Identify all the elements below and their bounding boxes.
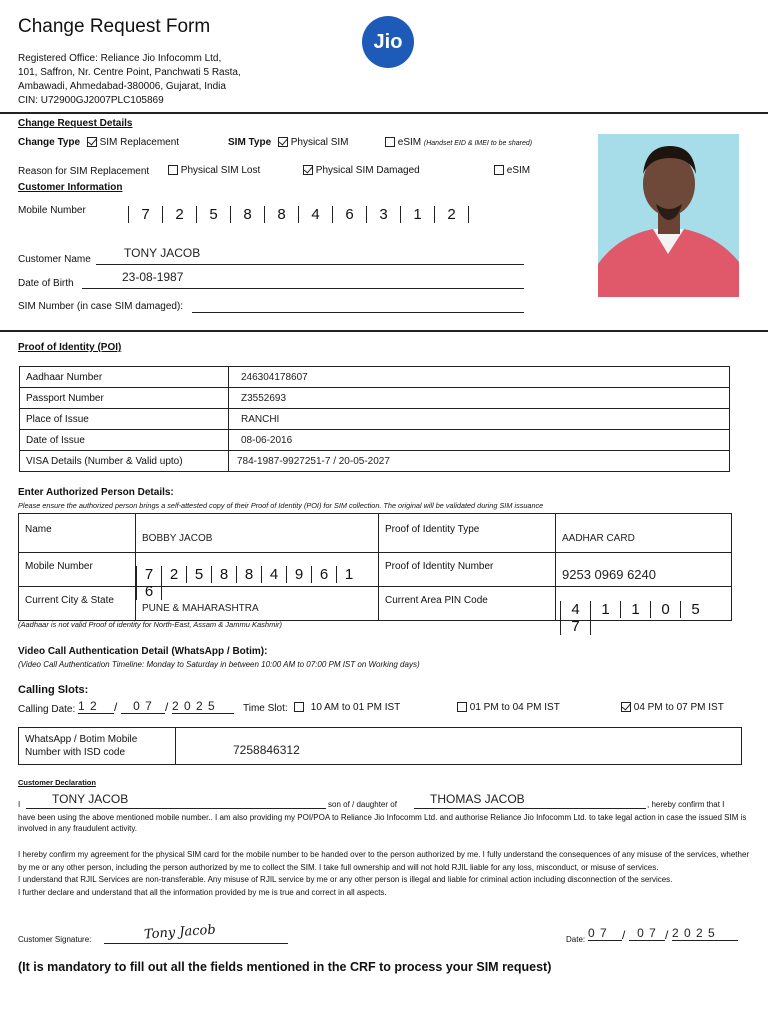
reason-damaged-label: Physical SIM Damaged	[315, 165, 420, 176]
auth-city-label: Current City & State	[19, 587, 136, 621]
reason-esim-row	[494, 165, 530, 176]
sim-replacement-checkbox[interactable]	[87, 137, 97, 147]
slot3-label: 04 PM to 07 PM IST	[633, 702, 724, 713]
date-separator: /	[165, 700, 169, 714]
confirm-text: , hereby confirm that I	[647, 800, 725, 809]
table-row	[20, 430, 730, 451]
declaration-parent-field[interactable]	[414, 792, 646, 809]
slot2-label: 01 PM to 04 PM IST	[469, 702, 560, 713]
declaration-date-month[interactable]: 0 7	[629, 926, 665, 941]
declaration-name-value: TONY JACOB	[52, 792, 129, 806]
reason-label: Reason for SIM Replacement	[18, 166, 150, 177]
signature-label: Customer Signature:	[18, 935, 92, 944]
auth-name-value[interactable]: BOBBY JACOB	[136, 514, 379, 553]
change-type-label: Change Type	[18, 137, 81, 148]
change-type-row	[18, 137, 179, 148]
declaration-para: have been using the above mentioned mobile number.. I am also providing my POI/POA to Reliance Jio Infocomm Ltd. and authorise Reliance Jio Infocomm Ltd. to take legal action in case the issued SIM is involved in any fraudulent activity.	[18, 813, 747, 833]
date-separator: /	[665, 928, 669, 942]
sim-replacement-label: SIM Replacement	[99, 137, 180, 148]
table-row	[19, 514, 732, 553]
video-timeline: (Video Call Authentication Timeline: Monday to Saturday in between 10:00 AM to 07:00 PM IST on Working days)	[18, 660, 420, 669]
poi-table	[19, 366, 730, 472]
auth-poi-number-label: Proof of Identity Number	[379, 553, 556, 587]
esim-label: eSIM	[397, 137, 422, 148]
auth-mobile-boxes	[136, 565, 378, 600]
esim-note: (Handset EID & IMEI to be shared)	[423, 140, 533, 147]
auth-poi-type-label: Proof of Identity Type	[379, 514, 556, 553]
declaration-para	[18, 849, 750, 899]
digit-box: 5	[186, 566, 211, 583]
reason-esim-checkbox[interactable]	[494, 165, 504, 175]
digit-box: 8	[230, 206, 264, 223]
reason-damaged-row	[303, 165, 420, 176]
divider	[0, 112, 768, 114]
form-title: Change Request Form	[18, 16, 211, 37]
digit-box: 2	[162, 206, 196, 223]
sim-number-label: SIM Number (in case SIM damaged):	[18, 301, 184, 312]
table-row	[19, 587, 732, 621]
customer-photo	[598, 134, 739, 297]
office-line: Registered Office: Reliance Jio Infocomm Ltd,	[18, 53, 222, 64]
mobile-number-boxes[interactable]	[128, 206, 469, 226]
whatsapp-label: WhatsApp / Botim Mobile Number with ISD code	[25, 734, 138, 758]
dob-field[interactable]	[82, 272, 524, 289]
slot1-row	[294, 702, 400, 713]
customer-name-field[interactable]	[96, 248, 524, 265]
declaration-parent-value: THOMAS JACOB	[430, 792, 525, 806]
office-line: Ambawadi, Ahmedabad-380006, Gujarat, India	[18, 81, 226, 92]
digit-box: 5	[680, 601, 710, 618]
divider	[175, 728, 176, 764]
auth-pin-label: Current Area PIN Code	[379, 587, 556, 621]
mobile-label: Mobile Number	[18, 205, 86, 216]
digit-box: 7	[128, 206, 162, 223]
declaration-i: I	[18, 800, 21, 809]
divider	[0, 330, 768, 332]
poi-label: Passport Number	[20, 388, 229, 409]
poi-label: Aadhaar Number	[20, 367, 229, 388]
auth-pin-boxes	[560, 600, 731, 635]
video-heading: Video Call Authentication Detail (WhatsApp / Botim):	[18, 646, 268, 657]
office-line: CIN: U72900GJ2007PLC105869	[18, 95, 164, 106]
slot3-row	[621, 702, 724, 713]
poi-value[interactable]: 08-06-2016	[229, 430, 730, 451]
auth-pin-field[interactable]	[556, 587, 732, 635]
digit-box: 1	[400, 206, 434, 223]
poi-value[interactable]: RANCHI	[229, 409, 730, 430]
auth-poi-number-value[interactable]: 9253 0969 6240	[556, 553, 732, 587]
slot2-row	[457, 702, 560, 713]
digit-box: 0	[650, 601, 680, 618]
esim-row	[385, 137, 532, 148]
logo-text: Jio	[373, 30, 403, 53]
digit-box: 6	[332, 206, 366, 223]
aadhaar-footnote: (Aadhaar is not valid Proof of identity for North-East, Assam & Jammu Kashmir)	[18, 620, 282, 629]
change-request-heading: Change Request Details	[18, 118, 133, 129]
digit-box: 9	[286, 566, 311, 583]
dob-label: Date of Birth	[18, 278, 74, 289]
table-row	[19, 553, 732, 587]
signature-field[interactable]	[104, 922, 288, 944]
poi-heading: Proof of Identity (POI)	[18, 342, 122, 353]
dob-value: 23-08-1987	[122, 270, 184, 284]
slot1-label: 10 AM to 01 PM IST	[310, 702, 401, 713]
customer-info-heading: Customer Information	[18, 182, 123, 193]
calling-date-day[interactable]: 1 2	[78, 699, 114, 714]
poi-label: VISA Details (Number & Valid upto)	[20, 451, 229, 472]
poi-label: Date of Issue	[20, 430, 229, 451]
auth-name-label: Name	[19, 514, 136, 553]
registered-office	[18, 52, 241, 108]
physical-sim-checkbox[interactable]	[278, 137, 288, 147]
declaration-date-label: Date:	[566, 935, 586, 944]
whatsapp-box	[18, 727, 742, 765]
digit-box: 4	[261, 566, 286, 583]
auth-poi-type-value[interactable]: AADHAR CARD	[556, 514, 732, 553]
poi-value[interactable]: Z3552693	[229, 388, 730, 409]
physical-sim-label: Physical SIM	[290, 137, 349, 148]
mandatory-footer: (It is mandatory to fill out all the fields mentioned in the CRF to process your SIM request)	[18, 960, 552, 974]
digit-box: 4	[298, 206, 332, 223]
calling-date-label: Calling Date:	[18, 704, 76, 715]
date-separator: /	[622, 928, 626, 942]
date-separator: /	[114, 700, 118, 714]
time-slot-label: Time Slot:	[243, 703, 288, 714]
declaration-heading: Customer Declaration	[18, 778, 96, 787]
person-icon	[598, 134, 739, 297]
declaration-name-field[interactable]	[26, 792, 326, 809]
authorized-heading: Enter Authorized Person Details:	[18, 487, 174, 498]
auth-mobile-field[interactable]	[136, 553, 379, 600]
table-row	[20, 409, 730, 430]
digit-box: 6	[311, 566, 336, 583]
digit-box: 2	[434, 206, 469, 223]
table-row	[20, 451, 730, 472]
digit-box: 3	[366, 206, 400, 223]
digit-box: 1	[590, 601, 620, 618]
sim-number-field[interactable]	[192, 298, 524, 313]
declaration-date-year[interactable]: 2 0 2 5	[672, 926, 738, 941]
reason-lost-checkbox[interactable]	[168, 165, 178, 175]
table-row	[20, 367, 730, 388]
declaration-date-day[interactable]: 0 7	[588, 926, 622, 941]
jio-logo	[362, 16, 414, 68]
auth-city-value[interactable]: PUNE & MAHARASHTRA	[136, 587, 379, 621]
digit-box: 1	[336, 566, 361, 583]
office-line: 101, Saffron, Nr. Centre Point, Panchwati 5 Rasta,	[18, 67, 241, 78]
declaration-para2: I hereby confirm my agreement for the physical SIM card for the mobile number to be handed over to the person authorized by me. I fully understand the consequences of any misuse of the services, whether by me or any other person, including the person authorized by me to collect the SIM. I take full ownership and will not hold RJIL liable for any loss, misconduct, or misuse of services.	[18, 850, 750, 872]
digit-box: 5	[196, 206, 230, 223]
declaration-para4: I further declare and understand that all the information provided by me is true and correct in all aspects.	[18, 887, 387, 897]
table-row	[20, 388, 730, 409]
poi-value[interactable]: 246304178607	[229, 367, 730, 388]
digit-box: 2	[161, 566, 186, 583]
reason-esim-label: eSIM	[506, 165, 531, 176]
esim-checkbox[interactable]	[385, 137, 395, 147]
signature-image: Tony Jacob	[143, 922, 217, 943]
authorized-note: Please ensure the authorized person brings a self-attested copy of their Proof of Identity (POI) for SIM collection. The original will be validated during SIM issuance	[18, 501, 544, 510]
digit-box: 6	[136, 583, 162, 600]
reason-lost-row	[168, 165, 260, 176]
calling-date-month[interactable]: 0 7	[121, 699, 165, 714]
digit-box: 4	[560, 601, 590, 618]
digit-box: 8	[211, 566, 236, 583]
son-of-label: son of / daughter of	[328, 800, 397, 809]
customer-name-label: Customer Name	[18, 254, 91, 265]
declaration-para3: I understand that RJIL Services are non-transferable. Any misuse of RJIL service by me or any other person is illegal and liable for criminal action including disconnection of the services.	[18, 875, 673, 884]
digit-box: 1	[620, 601, 650, 618]
sim-type-label: SIM Type	[228, 137, 272, 148]
calling-slots-heading: Calling Slots:	[18, 684, 89, 696]
auth-mobile-label: Mobile Number	[19, 553, 136, 587]
digit-box: 7	[136, 566, 161, 583]
reason-lost-label: Physical SIM Lost	[180, 165, 261, 176]
poi-label: Place of Issue	[20, 409, 229, 430]
slot2-checkbox[interactable]	[457, 702, 467, 712]
poi-value[interactable]: 784-1987-9927251-7 / 20-05-2027	[229, 451, 730, 472]
whatsapp-number[interactable]: 7258846312	[233, 743, 300, 757]
slot3-checkbox[interactable]	[621, 702, 631, 712]
digit-box: 8	[264, 206, 298, 223]
digit-box: 8	[236, 566, 261, 583]
reason-damaged-checkbox[interactable]	[303, 165, 313, 175]
sim-type-row	[228, 137, 349, 148]
customer-name-value: TONY JACOB	[124, 246, 201, 260]
digit-box: 7	[560, 618, 591, 635]
calling-date-year[interactable]: 2 0 2 5	[172, 699, 234, 714]
slot1-checkbox[interactable]	[294, 702, 304, 712]
